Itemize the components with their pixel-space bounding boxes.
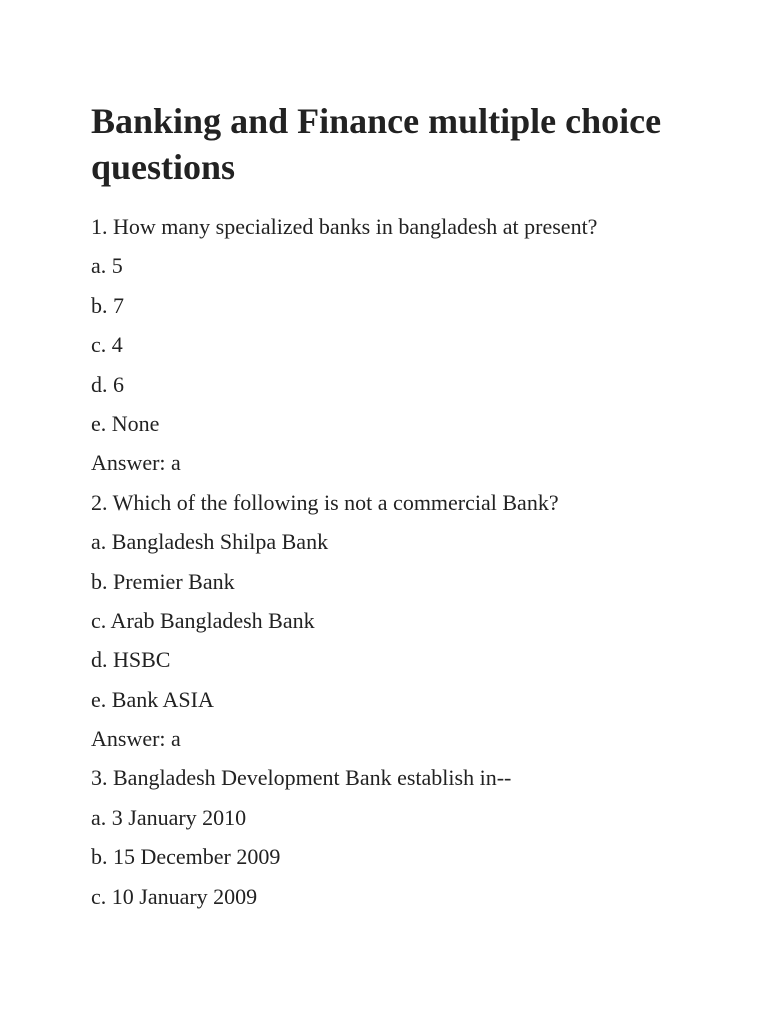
- question-1-option-b: b. 7: [91, 292, 124, 318]
- question-2-option-d: d. HSBC: [91, 647, 171, 673]
- question-2-text: 2. Which of the following is not a commercial Bank?: [91, 489, 559, 515]
- question-2-option-c: c. Arab Bangladesh Bank: [91, 607, 315, 633]
- question-1-option-d: d. 6: [91, 371, 124, 397]
- question-1-text: 1. How many specialized banks in bangladesh at present?: [91, 214, 598, 239]
- question-1-option-e: e. None: [91, 410, 160, 436]
- page-title: Banking and Finance multiple choice questions: [91, 101, 662, 187]
- question-2-option-a: a. Bangladesh Shilpa Bank: [91, 529, 329, 555]
- question-2-option-b: b. Premier Bank: [91, 568, 235, 594]
- document-body: [91, 98, 731, 916]
- question-2-option-e: e. Bank ASIA: [91, 686, 214, 712]
- question-2-answer: Answer: a: [91, 726, 181, 752]
- question-3-option-a: a. 3 January 2010: [91, 804, 247, 830]
- question-3-option-c: c. 10 January 2009: [91, 883, 258, 909]
- question-1-option-c: c. 4: [91, 332, 123, 358]
- question-3-option-b: b. 15 December 2009: [91, 844, 281, 870]
- question-1-option-a: a. 5: [91, 253, 123, 279]
- question-1-answer: Answer: a: [91, 450, 181, 476]
- question-3-text: 3. Bangladesh Development Bank establish in--: [91, 765, 512, 791]
- question-list: [91, 207, 731, 916]
